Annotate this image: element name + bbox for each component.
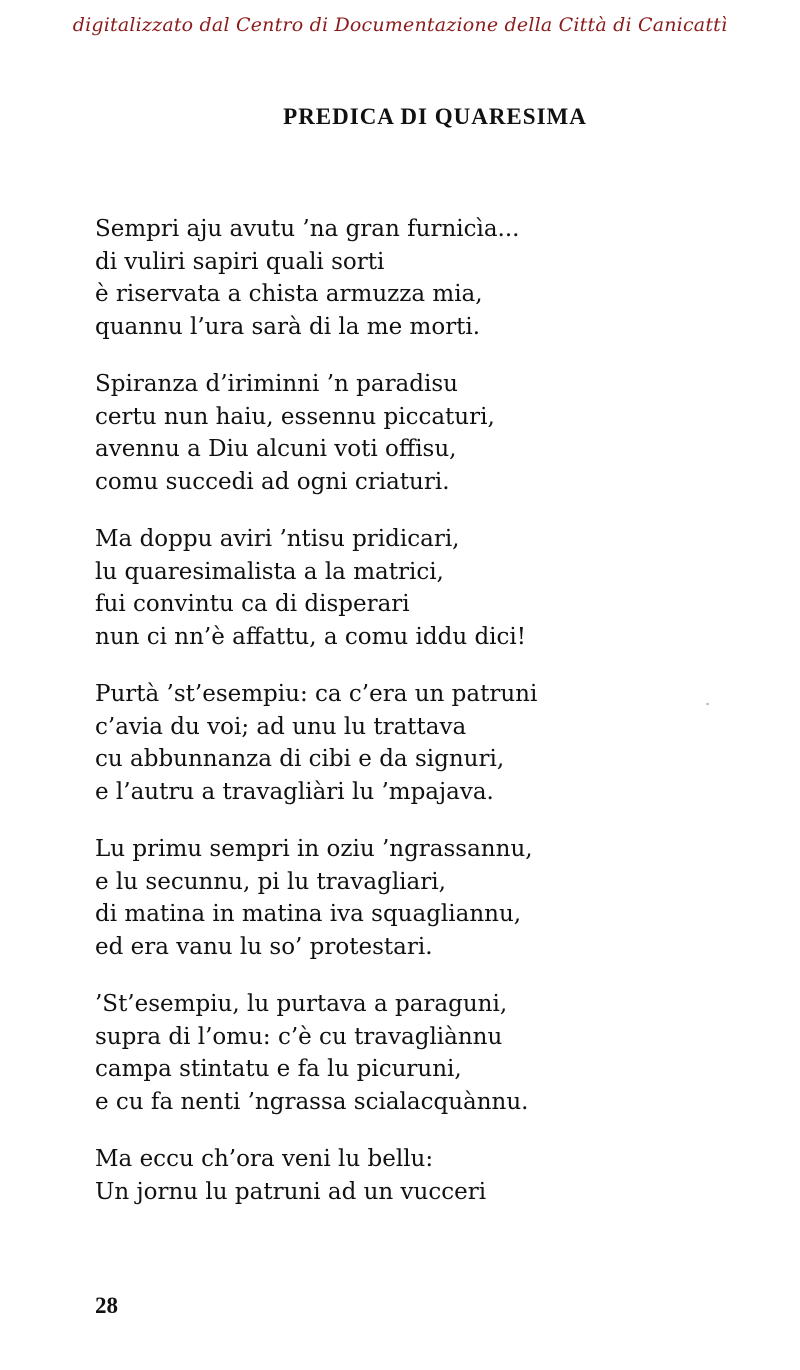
stanza-7 [95, 1143, 655, 1208]
stanza-5 [95, 833, 655, 963]
stanza-6 [95, 988, 655, 1118]
poem-line: è riservata a chista armuzza mia, [95, 281, 483, 307]
stanza-3 [95, 523, 655, 653]
poem-line: nun ci nn’è affattu, a comu iddu dici! [95, 623, 527, 650]
poem-line: Spiranza d’iriminni ’n paradisu [95, 371, 458, 397]
poem-line: Sempri aju avutu ’na gran furnicìa... [95, 216, 520, 242]
poem-body [95, 213, 655, 1233]
paper-speck [706, 703, 709, 705]
poem-line: di matina in matina iva squagliannu, [95, 901, 522, 927]
poem-line: supra di l’omu: c’è cu travagliànnu [95, 1023, 503, 1050]
poem-line: certu nun haiu, essennu piccaturi, [95, 403, 495, 430]
poem-line: cu abbunnanza di cibi e da signuri, [95, 746, 505, 772]
poem-line: ed era vanu lu so’ protestari. [95, 933, 433, 960]
poem-title: PREDICA DI QUARESIMA [283, 104, 587, 129]
stanza-2 [95, 368, 655, 498]
poem-line: Ma eccu ch’ora veni lu bellu: [95, 1146, 434, 1172]
page-number: 28 [95, 1293, 118, 1318]
poem-line: e l’autru a travagliàri lu ’mpajava. [95, 778, 494, 805]
poem-line: fui convintu ca di disperari [95, 591, 410, 617]
poem-line: ’St’esempiu, lu purtava a paraguni, [95, 991, 508, 1017]
poem-line: campa stintatu e fa lu picuruni, [95, 1056, 462, 1082]
poem-line: comu succedi ad ogni criaturi. [95, 468, 450, 495]
poem-line: di vuliri sapiri quali sorti [95, 248, 385, 275]
poem-line: c’avia du voi; ad unu lu trattava [95, 713, 467, 740]
poem-line: quannu l’ura sarà di la me morti. [95, 313, 481, 340]
poem-line: Purtà ’st’esempiu: ca c’era un patruni [95, 681, 538, 707]
poem-line: Un jornu lu patruni ad un vucceri [95, 1178, 487, 1205]
poem-line: Ma doppu aviri ’ntisu pridicari, [95, 526, 460, 552]
poem-line: lu quaresimalista a la matrici, [95, 558, 444, 585]
digitization-watermark: digitalizzato dal Centro di Documentazione della Città di Canicattì [72, 14, 728, 36]
poem-line: Lu primu sempri in oziu ’ngrassannu, [95, 836, 533, 862]
poem-line: avennu a Diu alcuni voti offisu, [95, 436, 457, 462]
poem-line: e cu fa nenti ’ngrassa scialacquànnu. [95, 1088, 529, 1115]
stanza-1 [95, 213, 655, 343]
poem-line: e lu secunnu, pi lu travagliari, [95, 868, 446, 895]
stanza-4 [95, 678, 655, 808]
